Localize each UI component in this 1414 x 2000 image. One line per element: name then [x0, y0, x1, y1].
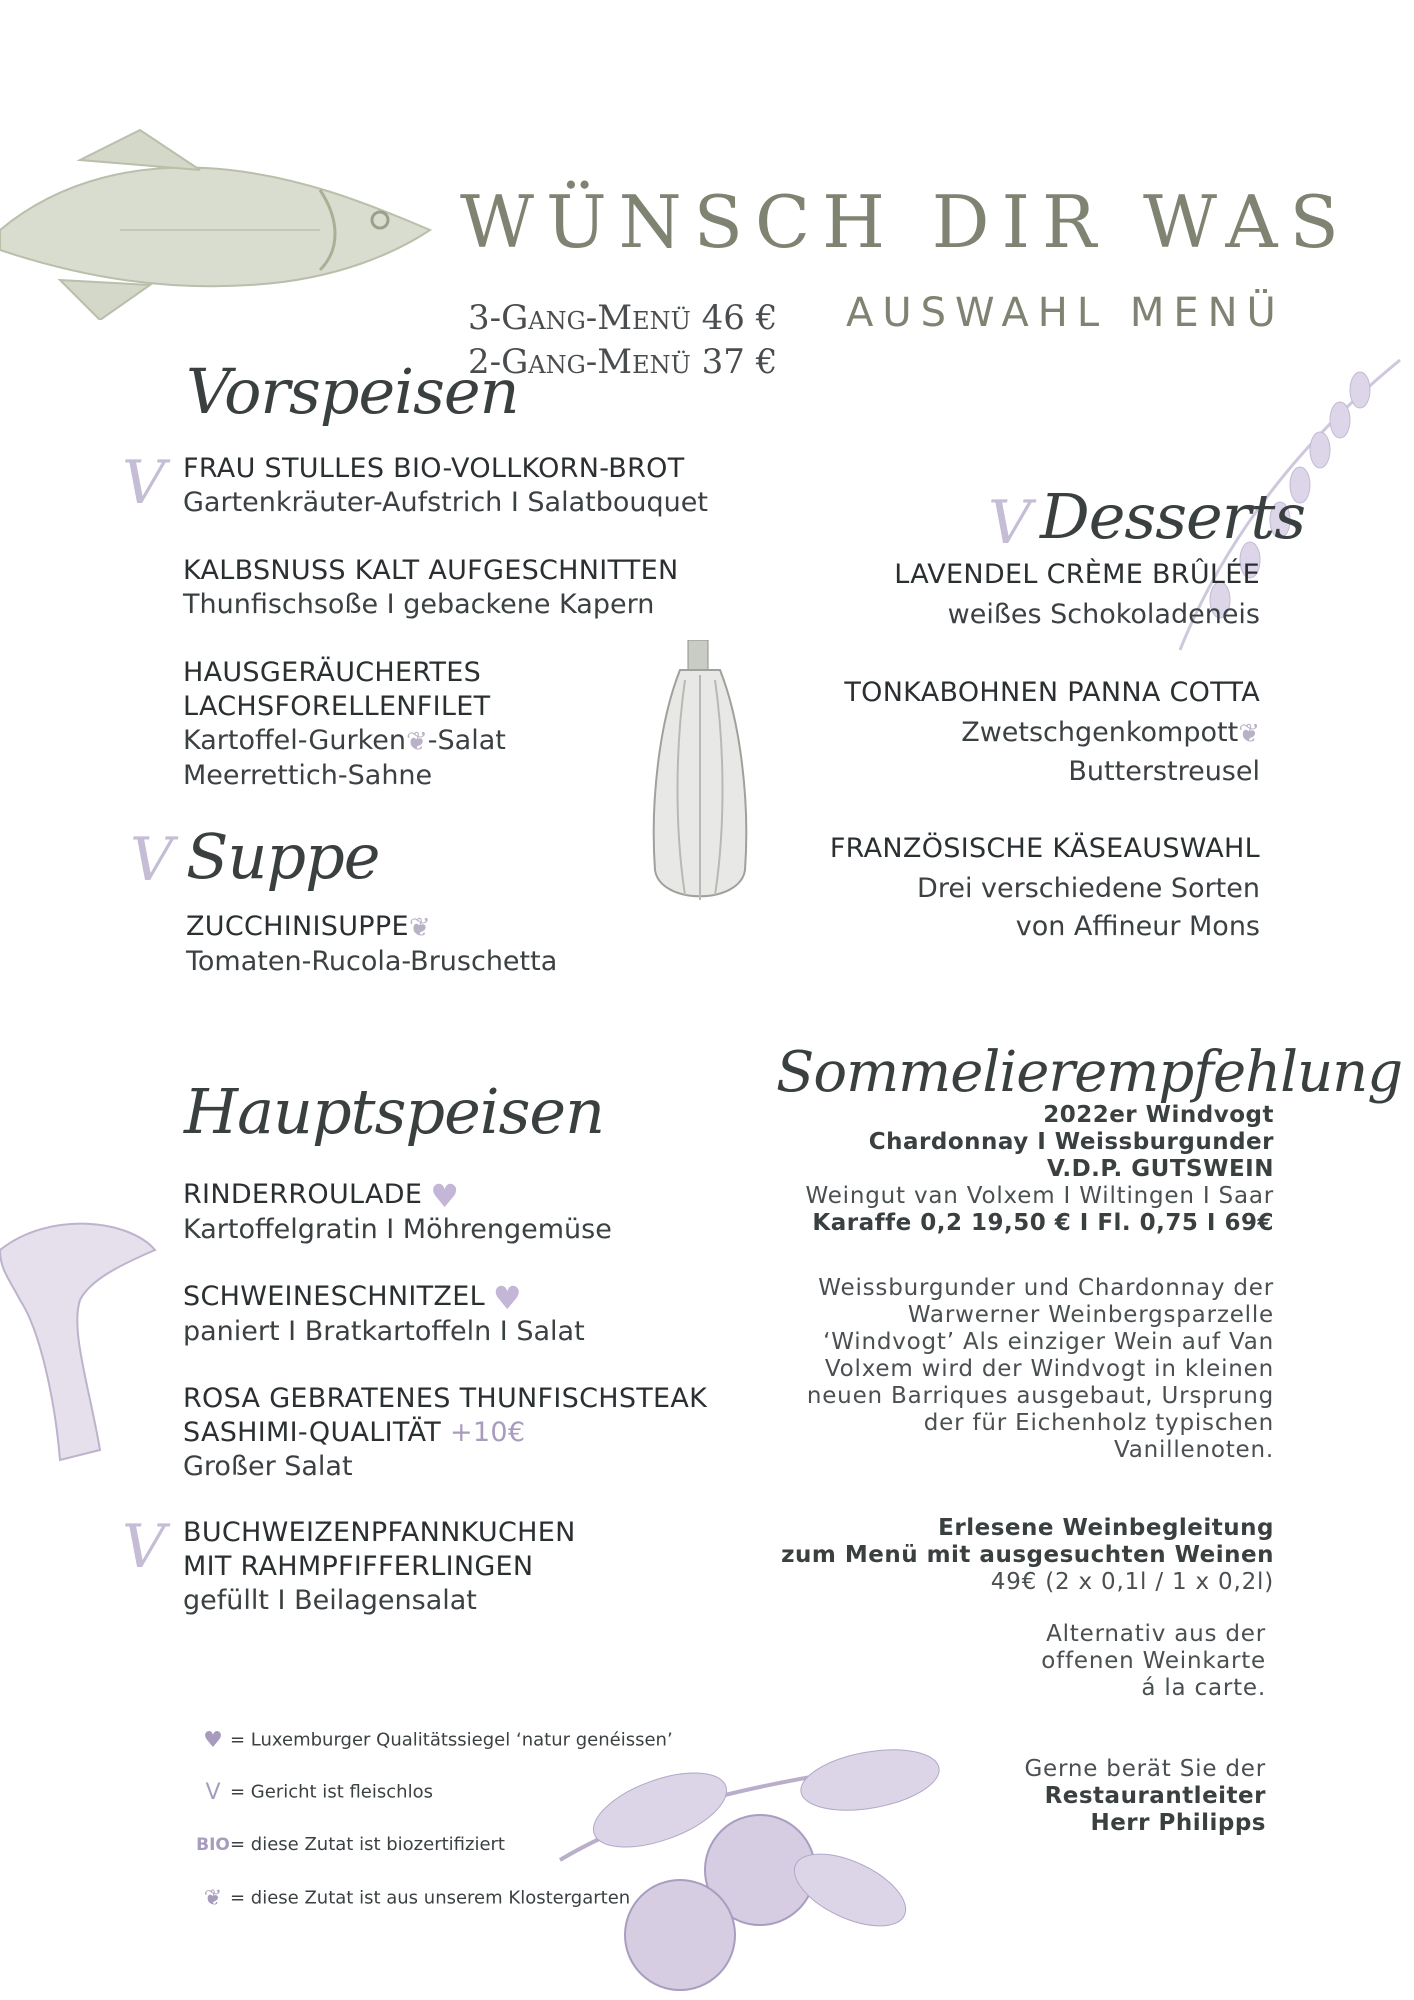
item-name-text: SCHWEINESCHNITZEL [183, 1281, 485, 1312]
contact [1024, 1756, 1266, 1837]
item-name-line1: ROSA GEBRATENES THUNFISCHSTEAK [183, 1383, 708, 1414]
vegetarian-icon: V [122, 448, 166, 518]
menu-item-schweineschnitzel [183, 1280, 783, 1349]
quality-seal-icon: ♥ [203, 1728, 223, 1753]
item-desc: Großer Salat [183, 1451, 353, 1482]
quality-seal-icon: ♥ [492, 1278, 522, 1317]
item-desc: gefüllt I Beilagensalat [183, 1585, 477, 1616]
section-title-vorspeisen: Vorspeisen [186, 355, 519, 428]
vegetarian-icon: V [130, 825, 174, 895]
wine-description [807, 1275, 1274, 1464]
contact-name: Herr Philipps [1090, 1810, 1266, 1836]
alt-line: Alternativ aus der [1046, 1621, 1266, 1647]
surcharge: +10€ [449, 1417, 526, 1448]
desc-part: Zwetschgenkompott [961, 717, 1239, 748]
quality-seal-icon: ♥ [430, 1176, 460, 1215]
item-name-text: SASHIMI-QUALITÄT [183, 1417, 442, 1448]
item-desc: weißes Schokoladeneis [947, 599, 1260, 630]
fish-illustration [0, 120, 440, 320]
wine-desc-line: Volxem wird der Windvogt in kleinen [824, 1356, 1274, 1382]
wine-alternative [1041, 1621, 1266, 1702]
menu-item-rinderroulade [183, 1178, 783, 1247]
legend-text: = diese Zutat ist aus unserem Klostergarten [230, 1887, 631, 1909]
bio-icon: BIO [196, 1835, 230, 1855]
desc-part: Kartoffel-Gurken [183, 725, 406, 756]
leaf-icon: ❦ [405, 726, 428, 757]
wine-desc-line: Weissburgunder und Chardonnay der [818, 1275, 1274, 1301]
leaf-icon: ❦ [203, 1886, 223, 1911]
vegetarian-icon: V [988, 488, 1032, 558]
mushroom-illustration [0, 1210, 160, 1470]
section-title-hauptspeisen: Hauptspeisen [184, 1075, 605, 1148]
item-name: KALBSNUSS KALT AUFGESCHNITTEN [183, 555, 679, 586]
dessert-panna-cotta [700, 676, 1260, 789]
item-name-line1: BUCHWEIZENPFANNKUCHEN [183, 1517, 576, 1548]
wine-producer: Weingut van Volxem I Wiltingen I Saar [805, 1183, 1274, 1209]
desc-part: -Salat [427, 725, 506, 756]
dessert-kaese [700, 832, 1260, 944]
vegetarian-icon: V [122, 1512, 166, 1582]
dessert-creme-brulee [700, 558, 1260, 632]
item-name-line2 [183, 1416, 803, 1450]
wine-desc-line: Vanillenoten. [1113, 1437, 1274, 1463]
price-3-course: 3-Gang-Menü 46 € [468, 298, 778, 338]
item-desc-line1 [183, 724, 783, 759]
item-name [183, 1178, 783, 1213]
item-desc: Gartenkräuter-Aufstrich I Salatbouquet [183, 487, 708, 518]
menu-item-kalbsnuss [183, 554, 783, 622]
pairing-title: Erlesene Weinbegleitung [938, 1515, 1274, 1541]
item-desc: Tomaten-Rucola-Bruschetta [186, 945, 558, 977]
wine-desc-line: der für Eichenholz typischen [923, 1410, 1274, 1436]
item-desc: paniert I Bratkartoffeln I Salat [183, 1315, 585, 1347]
item-desc-line1 [700, 716, 1260, 751]
leaf-icon: ❦ [408, 912, 431, 943]
item-desc-line1: Drei verschiedene Sorten [917, 873, 1260, 904]
legend-bio [196, 1834, 505, 1855]
contact-line: Gerne berät Sie der [1024, 1756, 1266, 1782]
item-name-text: RINDERROULADE [183, 1179, 423, 1210]
contact-role: Restaurantleiter [1044, 1783, 1266, 1809]
item-name-line2: MIT RAHMPFIFFERLINGEN [183, 1551, 534, 1582]
pairing-price: 49€ (2 x 0,1l / 1 x 0,2l) [990, 1569, 1274, 1595]
wine-desc-line: ‘Windvogt’ Als einziger Wein auf Van [823, 1329, 1274, 1355]
wine-classification: V.D.P. GUTSWEIN [1047, 1156, 1274, 1182]
alt-line: offenen Weinkarte [1041, 1648, 1266, 1674]
item-name [183, 1280, 783, 1315]
vegetarian-icon: V [205, 1780, 221, 1805]
section-title-suppe: Suppe [186, 820, 380, 893]
legend-quality-seal [196, 1728, 673, 1753]
wine-recommendation [806, 1102, 1274, 1237]
wine-prices: Karaffe 0,2 19,50 € I Fl. 0,75 I 69€ [812, 1210, 1274, 1236]
legend-klostergarten [196, 1886, 630, 1911]
pairing-subtitle: zum Menü mit ausgesuchten Weinen [781, 1542, 1274, 1568]
section-title-sommelier: Sommelierempfehlung [776, 1040, 1403, 1105]
item-name: LAVENDEL CRÈME BRÛLÉE [894, 559, 1260, 590]
item-desc-line2: von Affineur Mons [1015, 911, 1260, 942]
alt-line: á la carte. [1141, 1675, 1266, 1701]
item-desc-line2: Butterstreusel [1068, 755, 1260, 787]
item-name [186, 910, 786, 945]
wine-name: 2022er Windvogt [1043, 1102, 1274, 1128]
wine-desc-line: Warwerner Weinbergsparzelle [907, 1302, 1274, 1328]
item-desc-line2: Meerrettich-Sahne [183, 759, 433, 791]
legend-text: = Luxemburger Qualitätssiegel ‘natur genéissen’ [230, 1729, 673, 1751]
wine-pairing [781, 1515, 1274, 1596]
menu-item-lachsforelle [183, 656, 783, 793]
price-2-course: 2-Gang-Menü 37 € [468, 342, 778, 382]
legend-vegetarian [196, 1780, 433, 1805]
leaf-icon: ❦ [1238, 718, 1260, 749]
item-desc: Thunfischsoße I gebackene Kapern [183, 589, 655, 620]
item-name: TONKABOHNEN PANNA COTTA [844, 677, 1260, 708]
wine-grapes: Chardonnay I Weissburgunder [868, 1129, 1274, 1155]
menu-item-brot [183, 452, 783, 520]
item-name-text: ZUCCHINISUPPE [186, 911, 409, 942]
page-title: WÜNSCH DIR WAS [460, 180, 1351, 264]
section-title-desserts: Desserts [1040, 480, 1306, 553]
item-name: FRANZÖSISCHE KÄSEAUSWAHL [829, 833, 1260, 864]
menu-item-buchweizenpfannkuchen [183, 1516, 783, 1618]
plum-illustration [540, 1720, 1000, 2000]
menu-item-zucchinisuppe [186, 910, 786, 979]
item-name-line1: HAUSGERÄUCHERTES [183, 657, 482, 688]
page-subtitle: AUSWAHL MENÜ [846, 290, 1285, 336]
item-desc: Kartoffelgratin I Möhrengemüse [183, 1213, 612, 1245]
legend-text: = diese Zutat ist biozertifiziert [230, 1834, 505, 1855]
legend-text: = Gericht ist fleischlos [230, 1781, 433, 1803]
wine-desc-line: neuen Barriques ausgebaut, Ursprung [806, 1383, 1274, 1409]
item-name: FRAU STULLES BIO-VOLLKORN-BROT [183, 453, 685, 484]
item-name-line2: LACHSFORELLENFILET [183, 691, 491, 722]
menu-item-thunfischsteak [183, 1382, 803, 1484]
